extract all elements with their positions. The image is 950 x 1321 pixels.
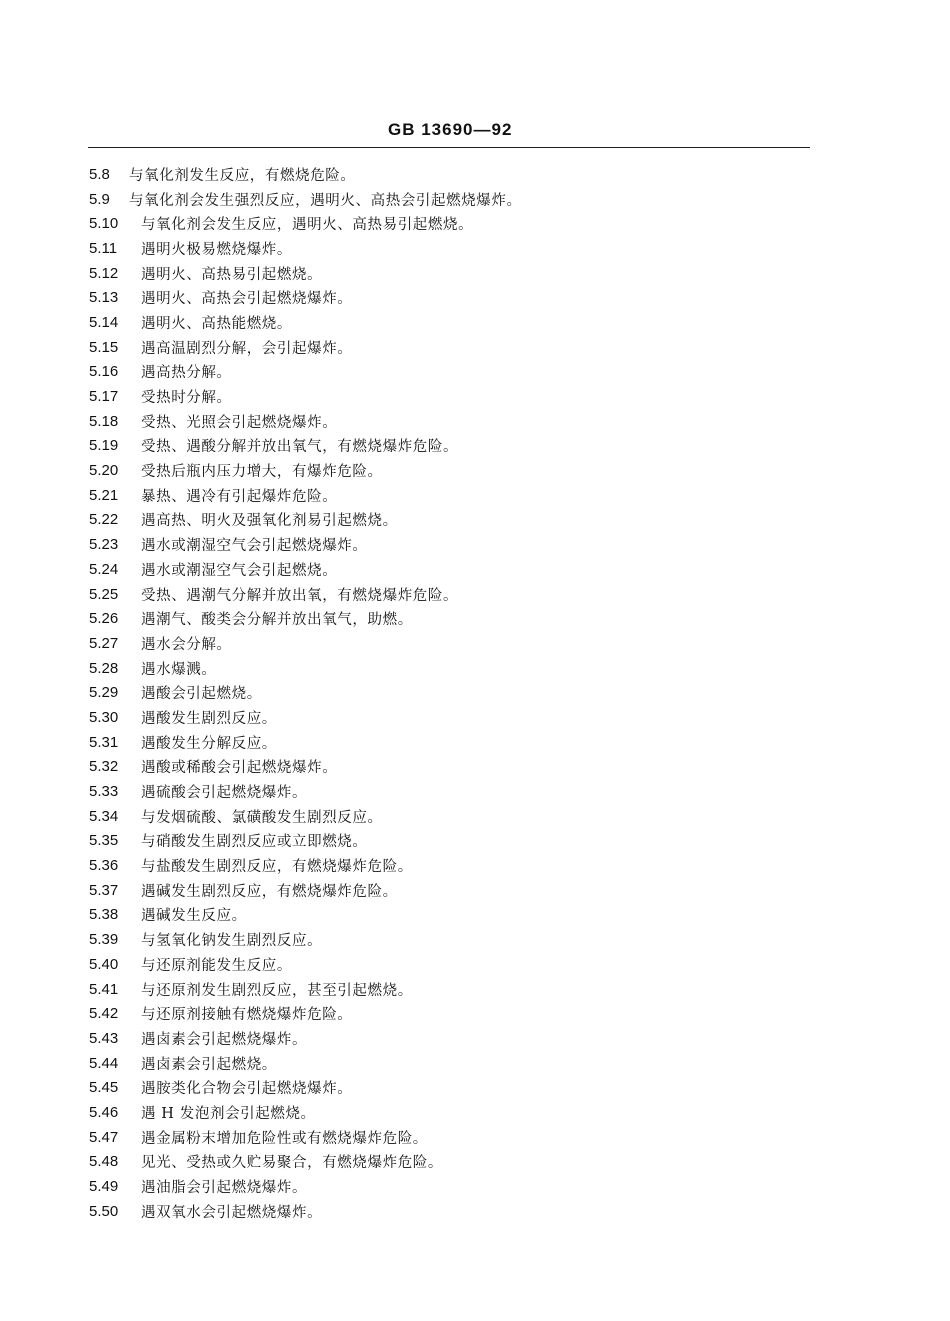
clause-number: 5.48 <box>89 1153 119 1171</box>
clause-item <box>89 1100 809 1125</box>
clause-item <box>89 656 809 681</box>
clause-number: 5.8 <box>89 165 110 183</box>
clause-number: 5.44 <box>89 1054 119 1072</box>
clause-text: 与还原剂发生剧烈反应，甚至引起燃烧。 <box>141 982 413 999</box>
standard-code: GB 13690—92 <box>388 120 513 139</box>
clause-item <box>89 1001 809 1026</box>
clause-number: 5.27 <box>89 634 119 652</box>
clause-number: 5.12 <box>89 264 119 282</box>
clause-number: 5.42 <box>89 1005 119 1023</box>
clause-number: 5.46 <box>89 1103 119 1121</box>
clause-number: 5.21 <box>89 486 119 504</box>
clause-text: 暴热、遇冷有引起爆炸危险。 <box>141 488 338 505</box>
clause-number: 5.17 <box>89 388 119 406</box>
clause-text: 遇酸或稀酸会引起燃烧爆炸。 <box>141 760 338 777</box>
clause-item <box>89 384 809 409</box>
clause-text: 见光、受热或久贮易聚合，有燃烧爆炸危险。 <box>141 1155 443 1172</box>
clause-item <box>89 804 809 829</box>
clause-item <box>89 1026 809 1051</box>
clause-number: 5.16 <box>89 363 119 381</box>
clause-item <box>89 335 809 360</box>
clause-text: 遇酸会引起燃烧。 <box>141 686 262 703</box>
clause-text: 与盐酸发生剧烈反应，有燃烧爆炸危险。 <box>141 859 413 876</box>
clause-item <box>89 1174 809 1199</box>
clause-number: 5.39 <box>89 931 119 949</box>
header-divider <box>88 147 810 148</box>
clause-number: 5.15 <box>89 338 119 356</box>
clause-number: 5.14 <box>89 313 119 331</box>
clause-text: 遇金属粉末增加危险性或有燃烧爆炸危险。 <box>141 1130 428 1147</box>
clause-number: 5.30 <box>89 708 119 726</box>
clause-item <box>89 705 809 730</box>
clause-item <box>89 1075 809 1100</box>
clause-item <box>89 360 809 385</box>
clause-item <box>89 1051 809 1076</box>
clause-item <box>89 730 809 755</box>
clause-number: 5.18 <box>89 412 119 430</box>
clause-item <box>89 508 809 533</box>
clause-number: 5.10 <box>89 215 119 233</box>
clause-text: 与还原剂能发生反应。 <box>141 957 292 974</box>
clause-text: 遇油脂会引起燃烧爆炸。 <box>141 1180 308 1197</box>
clause-item <box>89 532 809 557</box>
clause-item <box>89 236 809 261</box>
clause-text: 遇碱发生反应。 <box>141 908 247 925</box>
clause-number: 5.26 <box>89 610 119 628</box>
clause-item <box>89 680 809 705</box>
clause-number: 5.24 <box>89 560 119 578</box>
clause-number: 5.29 <box>89 684 119 702</box>
clause-number: 5.25 <box>89 585 119 603</box>
clause-text: 与氢氧化钠发生剧烈反应。 <box>141 933 323 950</box>
clause-text: 与硝酸发生剧烈反应或立即燃烧。 <box>141 834 368 851</box>
clause-text: 遇卤素会引起燃烧爆炸。 <box>141 1031 308 1048</box>
clause-item <box>89 927 809 952</box>
clause-text: 遇碱发生剧烈反应，有燃烧爆炸危险。 <box>141 883 398 900</box>
clause-item <box>89 606 809 631</box>
clause-number: 5.43 <box>89 1029 119 1047</box>
clause-item <box>89 409 809 434</box>
clause-text: 遇明火、高热会引起燃烧爆炸。 <box>141 291 353 308</box>
clause-number: 5.49 <box>89 1178 119 1196</box>
clause-text: 遇明火极易燃烧爆炸。 <box>141 241 292 258</box>
clause-number: 5.38 <box>89 906 119 924</box>
clause-number: 5.22 <box>89 511 119 529</box>
clause-text: 受热、遇酸分解并放出氧气，有燃烧爆炸危险。 <box>141 439 459 456</box>
clause-text: 遇潮气、酸类会分解并放出氧气，助燃。 <box>141 612 413 629</box>
clause-number: 5.50 <box>89 1202 119 1220</box>
clause-item <box>89 1199 809 1224</box>
clause-item <box>89 434 809 459</box>
clause-text: 遇水爆溅。 <box>141 661 217 678</box>
clause-item <box>89 187 809 212</box>
clause-item <box>89 755 809 780</box>
clause-text: 与氧化剂发生反应，有燃烧危险。 <box>129 167 356 184</box>
clause-number: 5.28 <box>89 659 119 677</box>
clause-text: 遇高温剧烈分解，会引起爆炸。 <box>141 340 353 357</box>
clause-item <box>89 977 809 1002</box>
clause-text: 与还原剂接触有燃烧爆炸危险。 <box>141 1007 353 1024</box>
clause-text: 遇高热、明火及强氧化剂易引起燃烧。 <box>141 513 398 530</box>
clause-text: 遇明火、高热易引起燃烧。 <box>141 266 323 283</box>
clause-text: 受热时分解。 <box>141 390 232 407</box>
clause-item <box>89 483 809 508</box>
clause-number: 5.41 <box>89 980 119 998</box>
clause-number: 5.23 <box>89 536 119 554</box>
clause-item <box>89 557 809 582</box>
clause-text: 遇酸发生剧烈反应。 <box>141 710 277 727</box>
clause-number: 5.32 <box>89 758 119 776</box>
clause-number: 5.36 <box>89 857 119 875</box>
clause-text: 受热、遇潮气分解并放出氧，有燃烧爆炸危险。 <box>141 587 459 604</box>
clause-item <box>89 310 809 335</box>
clause-text: 与氧化剂会发生强烈反应，遇明火、高热会引起燃烧爆炸。 <box>129 192 522 209</box>
clause-number: 5.11 <box>89 239 118 257</box>
clause-item <box>89 952 809 977</box>
clause-item <box>89 829 809 854</box>
clause-text: 遇水或潮湿空气会引起燃烧。 <box>141 562 338 579</box>
clause-text: 遇明火、高热能燃烧。 <box>141 315 292 332</box>
clause-text: 遇硫酸会引起燃烧爆炸。 <box>141 785 308 802</box>
clause-item <box>89 853 809 878</box>
clause-item <box>89 631 809 656</box>
clause-item <box>89 285 809 310</box>
clause-item <box>89 261 809 286</box>
clause-text: 遇卤素会引起燃烧。 <box>141 1056 277 1073</box>
clause-text: 受热后瓶内压力增大，有爆炸危险。 <box>141 464 383 481</box>
clause-item <box>89 582 809 607</box>
clause-number: 5.34 <box>89 807 119 825</box>
clause-text: 遇高热分解。 <box>141 365 232 382</box>
clause-item <box>89 903 809 928</box>
clause-number: 5.37 <box>89 881 119 899</box>
clause-text: 遇 H 发泡剂会引起燃烧。 <box>141 1105 316 1122</box>
clause-text: 遇胺类化合物会引起燃烧爆炸。 <box>141 1081 353 1098</box>
clause-text: 遇水或潮湿空气会引起燃烧爆炸。 <box>141 538 368 555</box>
clause-number: 5.31 <box>89 733 119 751</box>
clause-number: 5.45 <box>89 1079 119 1097</box>
clause-number: 5.19 <box>89 437 119 455</box>
clause-item <box>89 1125 809 1150</box>
clause-text: 受热、光照会引起燃烧爆炸。 <box>141 414 338 431</box>
clause-item <box>89 1150 809 1175</box>
clause-list <box>89 162 809 1224</box>
clause-item <box>89 162 809 187</box>
clause-item <box>89 779 809 804</box>
clause-number: 5.9 <box>89 190 110 208</box>
clause-number: 5.47 <box>89 1128 119 1146</box>
clause-number: 5.35 <box>89 832 119 850</box>
clause-text: 与发烟硫酸、氯磺酸发生剧烈反应。 <box>141 809 383 826</box>
clause-item <box>89 878 809 903</box>
clause-item <box>89 211 809 236</box>
clause-text: 遇酸发生分解反应。 <box>141 735 277 752</box>
clause-text: 与氧化剂会发生反应，遇明火、高热易引起燃烧。 <box>141 217 474 234</box>
clause-number: 5.33 <box>89 783 119 801</box>
clause-number: 5.40 <box>89 955 119 973</box>
clause-number: 5.20 <box>89 462 119 480</box>
clause-item <box>89 458 809 483</box>
clause-text: 遇双氧水会引起燃烧爆炸。 <box>141 1204 323 1221</box>
clause-number: 5.13 <box>89 289 119 307</box>
clause-text: 遇水会分解。 <box>141 636 232 653</box>
